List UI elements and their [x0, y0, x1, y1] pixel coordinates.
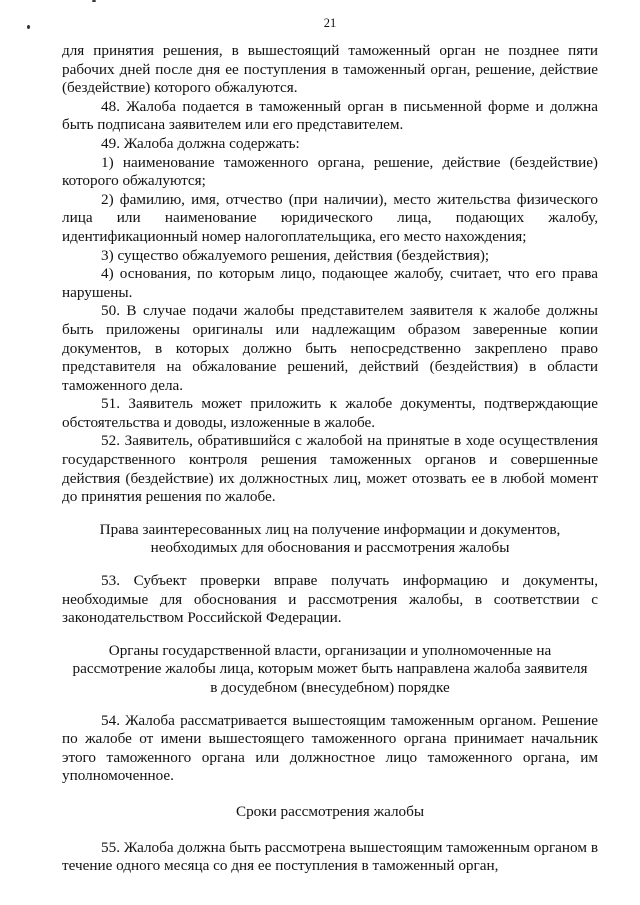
document-body: [62, 42, 598, 876]
section-heading-line: необходимых для обоснования и рассмотрения жалобы: [150, 539, 510, 557]
paragraph-55: 55. Жалоба должна быть рассмотрена вышестоящим таможенным органом в течение одного месяца со дня ее поступления в таможенный орган,: [62, 838, 598, 875]
paragraph-49-item-2: 2) фамилию, имя, отчество (при наличии), место жительства физического лица или наименование юридического лица, подающих жалобу, идентификационный номер налогоплательщика, его место нахождения;: [62, 190, 598, 245]
scan-speck: [92, 0, 96, 2]
paragraph-51: 51. Заявитель может приложить к жалобе документы, подтверждающие обстоятельства и доводы, изложенные в жалобе.: [62, 395, 598, 431]
page-number: 21: [323, 16, 337, 30]
paragraph-49-item-1: 1) наименование таможенного органа, решение, действие (бездействие) которого обжалуются;: [62, 153, 598, 190]
section-heading-line: Сроки рассмотрения жалобы: [235, 802, 425, 820]
paragraph-54: 54. Жалоба рассматривается вышестоящим таможенным органом. Решение по жалобе от имени вышестоящего таможенного органа принимает начальник этого таможенного органа или должностное лицо таможенного органа, им уполномоченное.: [62, 711, 598, 785]
paragraph-52: 52. Заявитель, обратившийся с жалобой на принятые в ходе осуществления государственного контроля решения таможенных органов и совершенные действия (бездействие) их должностных лиц, может отозвать ее в любой момент до принятия решения по жалобе.: [62, 432, 598, 506]
section-heading-line: Права заинтересованных лиц на получение информации и документов,: [99, 520, 561, 538]
paragraph-49-item-3: 3) существо обжалуемого решения, действия (бездействия);: [101, 246, 490, 264]
paragraph-49-item-4: 4) основания, по которым лицо, подающее жалобу, считает, что его права нарушены.: [62, 265, 598, 301]
paragraph-49: 49. Жалоба должна содержать:: [101, 134, 300, 152]
section-heading-line: рассмотрение жалобы лица, которым может быть направлена жалоба заявителя: [72, 660, 588, 678]
paragraph-53: 53. Субъект проверки вправе получать информацию и документы, необходимые для обоснования и рассмотрения жалобы, в соответствии с законодательством Российской Федерации.: [62, 572, 598, 627]
paragraph-47-continuation: для принятия решения, в вышестоящий таможенный орган не позднее пяти рабочих дней после дня ее поступления в таможенный орган, решение, действие (бездействие) которого обжалуются.: [62, 42, 598, 97]
section-heading-line: Органы государственной власти, организации и уполномоченные на: [108, 641, 552, 659]
scan-speck: [27, 25, 30, 29]
section-heading-line: в досудебном (внесудебном) порядке: [210, 679, 450, 696]
paragraph-50: 50. В случае подачи жалобы представителем заявителя к жалобе должны быть приложены оригиналы или надлежащим образом заверенные копии документов, в которых должно быть непосредственно закреплено право представителя на обжалование решений, действий (бездействия) в области таможенного дела.: [62, 302, 598, 394]
paragraph-48: 48. Жалоба подается в таможенный орган в письменной форме и должна быть подписана заявителем или его представителем.: [62, 97, 598, 134]
